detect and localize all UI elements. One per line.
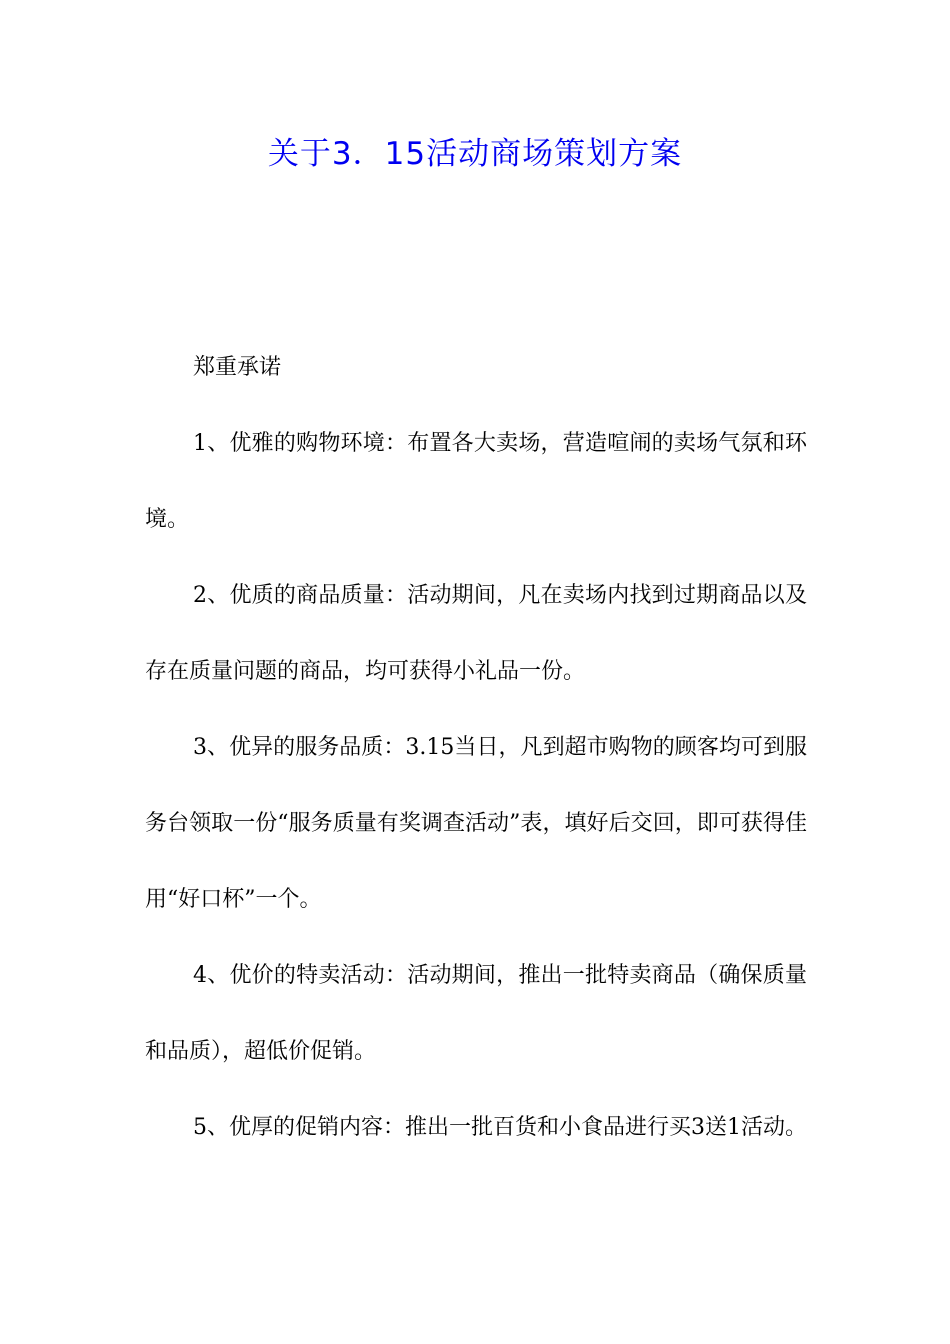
document-title: 关于3．15活动商场策划方案	[267, 136, 683, 172]
document-body	[145, 330, 807, 1166]
paragraph-item-2: 2、优质的商品质量：活动期间，凡在卖场内找到过期商品以及存在质量问题的商品，均可获得小礼品一份。	[145, 583, 807, 684]
paragraph-item-3: 3、优异的服务品质：3.15当日，凡到超市购物的顾客均可到服务台领取一份“服务质量有奖调查活动”表，填好后交回，即可获得佳用“好口杯”一个。	[145, 735, 807, 912]
paragraph-heading: 郑重承诺	[193, 355, 282, 380]
paragraph-item-4: 4、优价的特卖活动：活动期间，推出一批特卖商品（确保质量和品质），超低价促销。	[145, 963, 807, 1064]
paragraph-item-1: 1、优雅的购物环境：布置各大卖场，营造喧闹的卖场气氛和环境。	[145, 431, 807, 532]
paragraph-item-5: 5、优厚的促销内容：推出一批百货和小食品进行买3送1活动。	[193, 1115, 807, 1140]
